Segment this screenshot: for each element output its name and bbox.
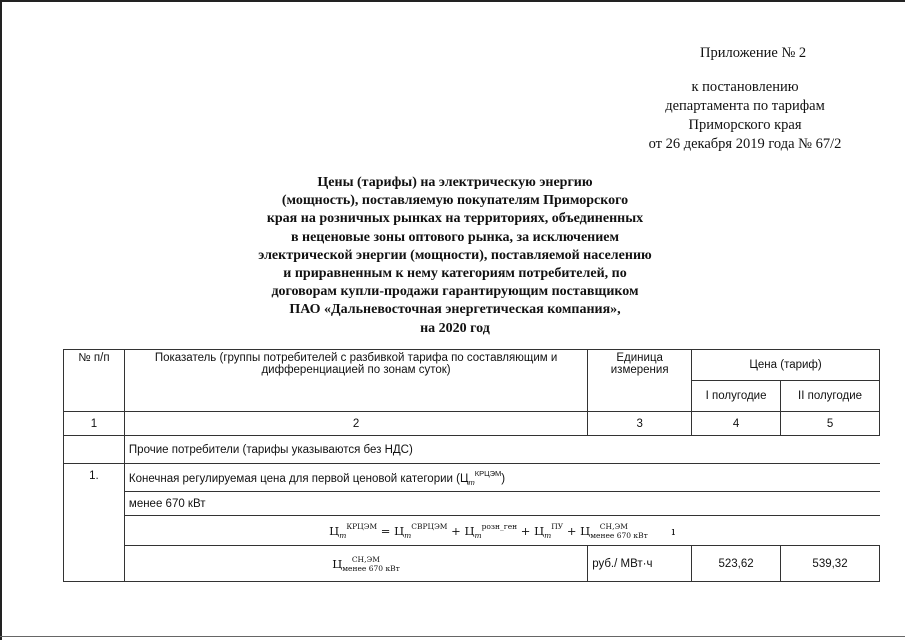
scan-border-top (0, 0, 905, 2)
header-indicator: Показатель (группы потребителей с разбивкой тарифа по составляющим и дифференциацией по зонам суток) (124, 350, 587, 412)
document-title (240, 174, 670, 338)
item-1-text: Конечная регулируемая цена для первой ценовой категории (Ц (128, 472, 469, 485)
formula-plus: + (566, 523, 577, 538)
title-line: договорам купли-продажи гарантирующим поставщиком (271, 284, 639, 300)
item-1-sup: КРЦЭМ (474, 468, 502, 478)
column-number-row (64, 412, 880, 436)
header-row (64, 350, 880, 381)
header-num: № п/п (64, 350, 125, 412)
header-price: Цена (тариф) (692, 350, 880, 381)
less-670-label: менее 670 кВт (124, 492, 879, 516)
formula-term: $Ц_{менее 670 кВт}^{СН,ЭМ}$ (580, 521, 648, 540)
formula-plus: + (520, 523, 531, 538)
table-row (64, 546, 880, 582)
table-row (64, 492, 880, 516)
appendix-line-2: департамента по тарифам (665, 98, 825, 114)
scan-border-left (0, 0, 2, 640)
col-number: 2 (124, 412, 587, 436)
item-1-label (124, 464, 879, 492)
formula-term: $Ц_m^{СВРЦЭМ}$ (394, 521, 448, 540)
table-row (64, 436, 880, 464)
formula-term: $Ц_m^{розн\_ген}$ (464, 521, 518, 540)
other-consumers-label: Прочие потребители (тарифы указываются без НДС) (124, 436, 879, 464)
price-formula (124, 516, 879, 546)
appendix-line-4: от 26 декабря 2019 года № 67/2 (648, 136, 842, 152)
item-1-sub: m (468, 477, 475, 487)
title-line: края на розничных рынках на территориях, объединенных (266, 211, 644, 227)
value-half-2: 539,32 (781, 546, 880, 582)
col-number: 5 (781, 412, 880, 436)
title-line: (мощность), поставляемую покупателям Приморского (281, 193, 629, 209)
col-number: 1 (64, 412, 125, 436)
unit-cell: руб./ МВт·ч (588, 546, 692, 582)
tariff-table (63, 349, 880, 582)
formula-term: $Ц_m^{ПУ}$ (534, 521, 564, 540)
appendix-line-3: Приморского края (688, 117, 802, 133)
title-line: ПАО «Дальневосточная энергетическая компания», (289, 302, 621, 318)
header-unit: Единица измерения (588, 350, 692, 412)
title-line: Цены (тарифы) на электрическую энергию (317, 175, 593, 190)
appendix-block (630, 44, 860, 154)
formula-plus: + (451, 523, 461, 538)
col-number: 4 (692, 412, 781, 436)
appendix-line-1: к постановлению (691, 79, 799, 95)
item-1-close: ) (501, 472, 506, 485)
formula-term: $Ц_m^{КРЦЭМ}$ (329, 521, 378, 540)
title-line: электрической энергии (мощности), поставляемой населению (258, 247, 652, 263)
formula-eq: = (380, 523, 391, 538)
appendix-number: Приложение № 2 (700, 45, 807, 61)
title-line: и приравненным к нему категориям потребителей, по (283, 266, 627, 282)
empty-cell (64, 436, 125, 464)
header-half-1: I полугодие (692, 381, 781, 412)
value-half-1: 523,62 (692, 546, 781, 582)
header-half-2: II полугодие (781, 381, 880, 412)
title-line: в неценовые зоны оптового рынка, за исключением (290, 229, 620, 245)
col-number: 3 (588, 412, 692, 436)
table-row (64, 464, 880, 492)
scan-mark: ı (671, 523, 676, 538)
scan-border-bottom (0, 636, 905, 637)
last-row-term: $Ц_{менее 670 кВт}^{СН,ЭМ}$ (124, 546, 587, 582)
title-line: на 2020 год (420, 320, 490, 336)
formula-row (64, 516, 880, 546)
item-number: 1. (64, 464, 125, 582)
